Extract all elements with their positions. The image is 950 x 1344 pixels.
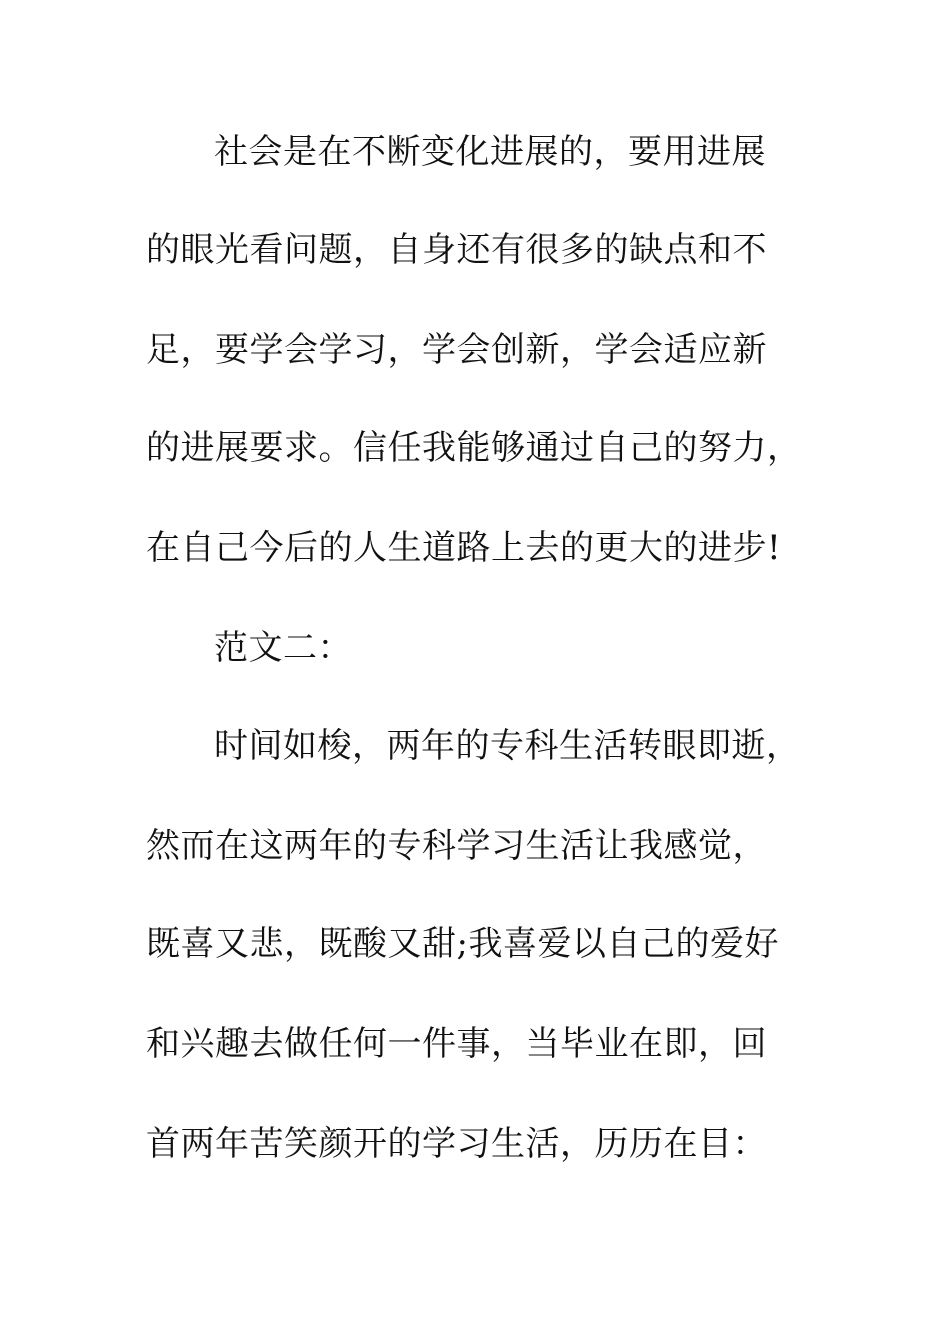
paragraph-line: 既喜又悲，既酸又甜;我喜爱以自己的爱好 bbox=[146, 924, 779, 964]
section-heading: 范文二： bbox=[214, 628, 352, 668]
paragraph-line: 和兴趣去做任何一件事，当毕业在即，回 bbox=[146, 1024, 767, 1064]
paragraph-line: 足，要学会学习，学会创新，学会适应新 bbox=[146, 330, 767, 370]
paragraph-line: 时间如梭，两年的专科生活转眼即逝， bbox=[214, 726, 801, 766]
paragraph-line: 的眼光看问题，自身还有很多的缺点和不 bbox=[146, 230, 767, 270]
paragraph-line: 在自己今后的人生道路上去的更大的进步! bbox=[146, 528, 782, 568]
paragraph-line: 然而在这两年的专科学习生活让我感觉， bbox=[146, 826, 767, 866]
paragraph-line: 社会是在不断变化进展的，要用进展 bbox=[214, 132, 766, 172]
paragraph-line: 首两年苦笑颜开的学习生活，历历在目： bbox=[146, 1124, 767, 1164]
paragraph-line: 的进展要求。信任我能够通过自己的努力， bbox=[146, 428, 802, 468]
